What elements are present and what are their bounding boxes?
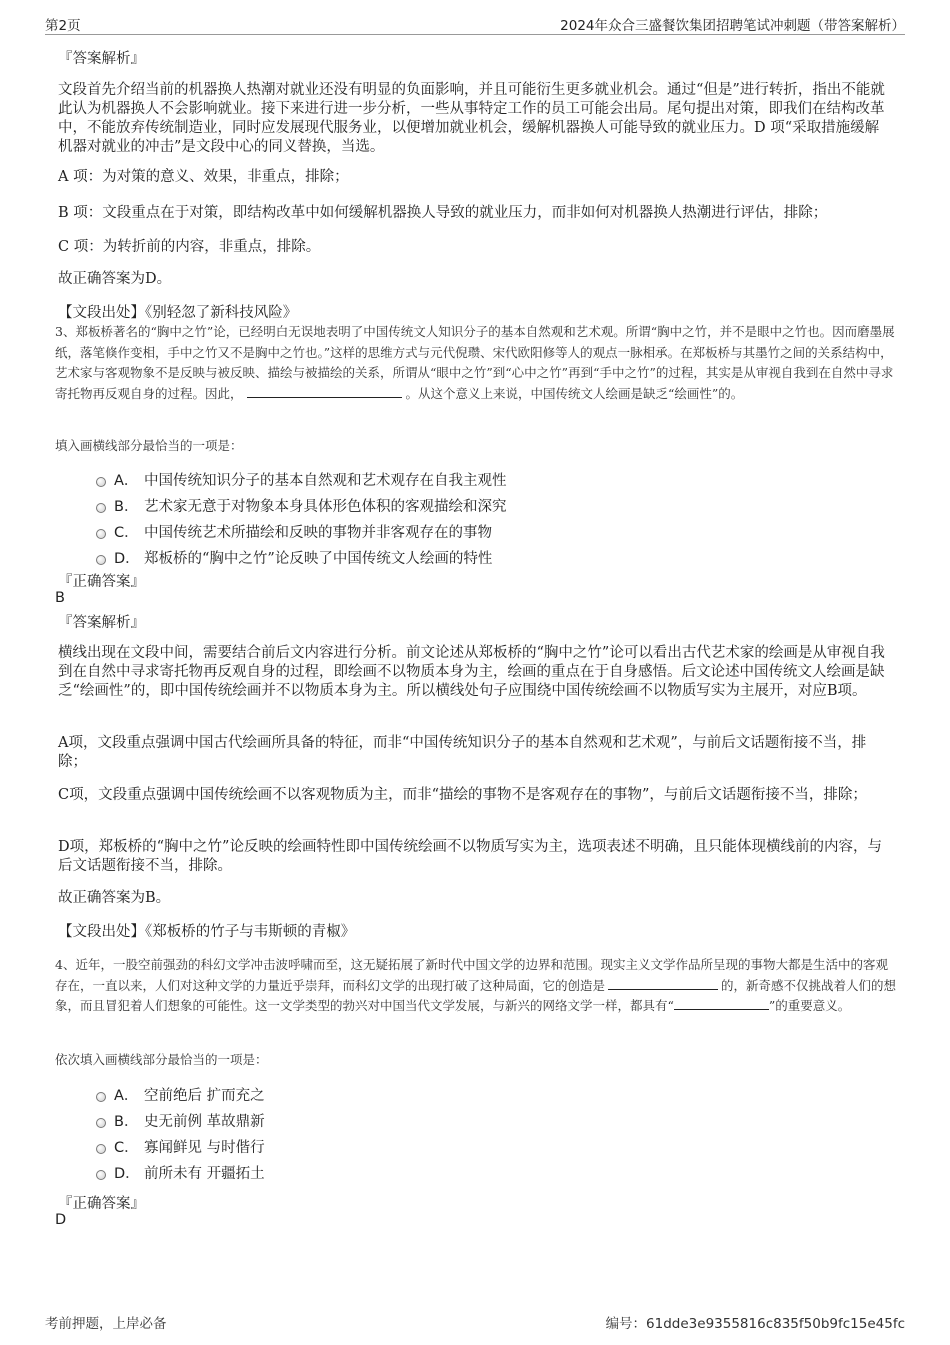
- answer-analysis-text: 横线出现在文段中间，需要结合前后文内容进行分析。前文论述从郑板桥的“胸中之竹”论可以看出古代艺术家的绘画是从审视自我到在自然中寻求寄托物再反观自身的过程，即绘画不以物质本身为主，绘画的重点在于自身感悟。后文论述中国传统文人绘画是缺乏“绘画性”的，即中国传统绘画并不以物质本身为主。所以横线处句子应围绕中国传统绘画不以物质写实为主展开，对应B项。: [58, 645, 885, 699]
- correct-answer-header: 『正确答案』: [58, 1196, 145, 1212]
- question-4-option-b[interactable]: B． 史无前例 革故鼎新: [96, 1111, 265, 1133]
- question-4-stem: 4、近年，一股空前强劲的科幻文学冲击波呼啸而至，这无疑拓展了新时代中国文学的边界和范围。现实主义文学作品所呈现的事物大都是生活中的客观存在，一直以来，人们对这种文学的力量近乎崇拜，而科幻文学的出现打破了这种局面，它的创造是 的，新奇感不仅挑战着人们的想象，而且冒犯着人们想象的可能性。这一文学类型的勃兴对中国当代文学发展，与新兴的网络文学一样，都具有“ ”的重要意义。: [55, 957, 897, 1013]
- question-3-stem: 3、郑板桥著名的“胸中之竹”论，已经明白无误地表明了中国传统文人知识分子的基本自然观和艺术观。所谓“胸中之竹，并不是眼中之竹也。因而磨墨展纸，落笔倏作变相，手中之竹又不是胸中之竹也。”这样的思维方式与元代倪瓒、宋代欧阳修等人的观点一脉相承。在郑板桥与其墨竹之间的关系结构中，艺术家与客观物象不是反映与被反映、描绘与被描绘的关系，所谓从“眼中之竹”到“心中之竹”再到“手中之竹”的过程，其实是从审视自我到在自然中寻求寄托物再反观自身的过程。因此， 。从这个意义上来说，中国传统文人绘画是缺乏“绘画性”的。: [55, 324, 895, 401]
- passage-source: 【文段出处】《别轻忽了新科技风险》: [58, 305, 298, 321]
- passage-source: 【文段出处】《郑板桥的竹子与韦斯顿的青椒》: [58, 924, 356, 940]
- question-4-prompt: 依次填入画横线部分最恰当的一项是：: [55, 1052, 268, 1067]
- question-4-option-d[interactable]: D． 前所未有 开疆拓土: [96, 1163, 265, 1185]
- radio-icon[interactable]: [96, 1170, 106, 1180]
- analysis-option-b: B 项：文段重点在于对策，即结构改革中如何缓解机器换人导致的就业压力，而非如何对机器换人热潮进行评估，排除；: [58, 205, 828, 221]
- answer-analysis-header: 『答案解析』: [58, 51, 145, 67]
- document-code: 编号：61dde3e9355816c835f50b9fc15e45fc: [605, 1316, 905, 1332]
- analysis-option-c: C项，文段重点强调中国传统绘画不以客观物质为主，而非“描绘的事物不是客观存在的事物”，与前后文话题衔接不当，排除；: [58, 787, 867, 803]
- fill-blank: [674, 997, 769, 1010]
- question-4-option-a[interactable]: A． 空前绝后 扩而充之: [96, 1085, 265, 1107]
- answer-analysis-text: 文段首先介绍当前的机器换人热潮对就业还没有明显的负面影响，并且可能衍生更多就业机会。通过“但是”进行转折，指出不能就此认为机器换人不会影响就业。接下来进行进一步分析，一些从事特定工作的员工可能会出局。尾句提出对策，即我们在结构改革中，不能放弃传统制造业，同时应发展现代服务业，以便增加就业机会，缓解机器换人可能导致的就业压力。D 项“采取措施缓解机器对就业的冲击”是文段中心的同义替换，当选。: [58, 82, 885, 155]
- page-number: 第2页: [45, 18, 81, 34]
- answer-analysis-header: 『答案解析』: [58, 615, 145, 631]
- question-3-prompt: 填入画横线部分最恰当的一项是：: [55, 438, 243, 453]
- analysis-option-d: D项，郑板桥的“胸中之竹”论反映的绘画特性即中国传统绘画不以物质写实为主，选项表述不明确，且只能体现横线前的内容，与后文话题衔接不当，排除。: [58, 839, 882, 874]
- radio-icon[interactable]: [96, 477, 106, 487]
- radio-icon[interactable]: [96, 503, 106, 513]
- analysis-option-a: A 项：为对策的意义、效果，非重点，排除；: [58, 169, 349, 185]
- radio-icon[interactable]: [96, 1144, 106, 1154]
- question-4-option-c[interactable]: C． 寡闻鲜见 与时偕行: [96, 1137, 265, 1159]
- radio-icon[interactable]: [96, 529, 106, 539]
- analysis-option-a: A项，文段重点强调中国古代绘画所具备的特征，而非“中国传统知识分子的基本自然观和艺术观”，与前后文话题衔接不当，排除；: [58, 735, 867, 770]
- question-3-option-c[interactable]: C． 中国传统艺术所描绘和反映的事物并非客观存在的事物: [96, 522, 492, 544]
- question-3-option-b[interactable]: B． 艺术家无意于对物象本身具体形色体积的客观描绘和深究: [96, 496, 507, 518]
- fill-blank: [608, 977, 718, 990]
- conclusion-text: 故正确答案为D。: [58, 271, 172, 287]
- footer-slogan: 考前押题，上岸必备: [45, 1316, 167, 1332]
- document-title: 2024年众合三盛餐饮集团招聘笔试冲刺题（带答案解析）: [560, 18, 905, 34]
- correct-answer-header: 『正确答案』: [58, 574, 145, 590]
- analysis-option-c: C 项：为转折前的内容，非重点，排除。: [58, 239, 321, 255]
- fill-blank: [247, 385, 402, 398]
- page-header: [45, 12, 905, 35]
- radio-icon[interactable]: [96, 555, 106, 565]
- question-3-option-d[interactable]: D． 郑板桥的“胸中之竹”论反映了中国传统文人绘画的特性: [96, 548, 492, 570]
- conclusion-text: 故正确答案为B。: [58, 890, 171, 906]
- correct-answer-value: D: [55, 1212, 67, 1228]
- radio-icon[interactable]: [96, 1092, 106, 1102]
- radio-icon[interactable]: [96, 1118, 106, 1128]
- question-3-option-a[interactable]: A． 中国传统知识分子的基本自然观和艺术观存在自我主观性: [96, 470, 507, 492]
- correct-answer-value: B: [55, 590, 65, 606]
